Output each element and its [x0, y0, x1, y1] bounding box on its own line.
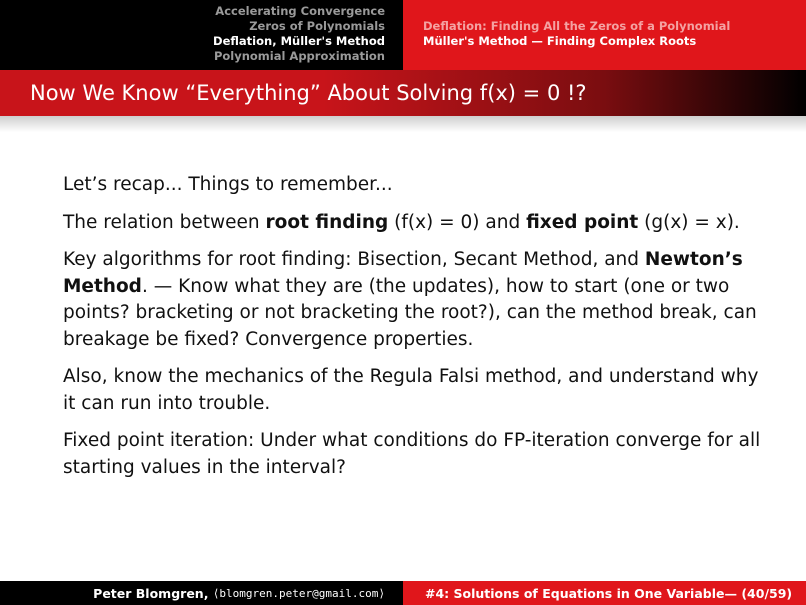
nav-section-zeros-of-polynomials[interactable]: Zeros of Polynomials [249, 19, 385, 33]
lecture-title: #4: Solutions of Equations in One Variable [425, 585, 725, 601]
section-navigation [0, 0, 403, 70]
text-span: . — Know what they are (the updates), how to start (one or two points? bracketing or not bracketing the root?), can the method break, can breakage be fixed? Convergence properties. [63, 275, 757, 350]
text-span: The relation between [63, 211, 266, 233]
bold-fixed-point: fixed point [526, 211, 639, 233]
author-name: Peter Blomgren, [93, 585, 209, 601]
footer-lecture [403, 581, 806, 605]
nav-section-polynomial-approximation[interactable]: Polynomial Approximation [213, 49, 385, 63]
regula-falsi-paragraph: Also, know the mechanics of the Regula Falsi method, and understand why it can run into trouble. [63, 366, 759, 414]
slide-body [63, 172, 763, 492]
nav-subsection-muller[interactable]: Müller's Method — Finding Complex Roots [423, 34, 697, 48]
algorithms-paragraph [63, 247, 763, 353]
header-navigation [0, 0, 806, 70]
recap-paragraph: Let’s recap... Things to remember... [63, 174, 393, 195]
subsection-navigation [403, 0, 806, 70]
text-span: Key algorithms for root finding: Bisection, Secant Method, and [63, 249, 645, 270]
page-number: — (40/59) [724, 585, 793, 601]
nav-section-accelerating-convergence[interactable]: Accelerating Convergence [215, 4, 385, 18]
text-span: (g(x) = x). [638, 211, 740, 233]
slide-title: Now We Know “Everything” About Solving f(x) = 0 !? [30, 81, 587, 105]
author-email[interactable]: ⟨blomgren.peter@gmail.com⟩ [212, 586, 385, 600]
footer-bar [0, 581, 806, 605]
text-span: (f(x) = 0) and [388, 211, 527, 233]
root-finding-paragraph [63, 210, 763, 237]
bold-root-finding: root finding [265, 211, 389, 233]
frame-title-bar [0, 70, 806, 116]
bold-newtons-method: Newton’s Method [63, 249, 743, 297]
footer-author [0, 581, 403, 605]
nav-section-deflation-muller[interactable]: Deflation, Müller's Method [213, 34, 385, 48]
fixed-point-paragraph: Fixed point iteration: Under what conditions do FP-iteration converge for all starting values in the interval? [63, 430, 761, 478]
title-shadow [0, 116, 806, 132]
nav-subsection-deflation[interactable]: Deflation: Finding All the Zeros of a Polynomial [423, 19, 731, 33]
